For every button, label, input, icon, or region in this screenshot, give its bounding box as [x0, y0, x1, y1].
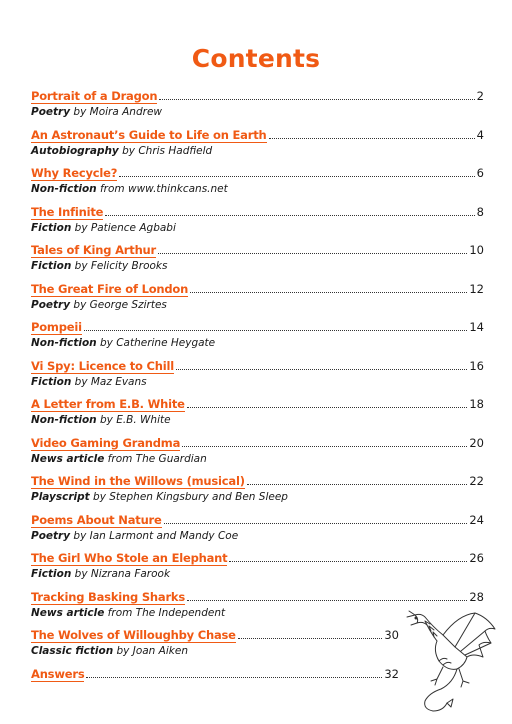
dot-leader	[269, 137, 475, 139]
author-text: from The Guardian	[104, 452, 207, 465]
entry-title-link[interactable]: An Astronaut’s Guide to Life on Earth	[31, 127, 267, 142]
genre-label: Poetry	[31, 106, 71, 118]
author-text: by Joan Aiken	[113, 645, 188, 657]
author-text: by Catherine Heygate	[96, 337, 216, 349]
dot-leader	[119, 175, 475, 177]
genre-label: Fiction	[31, 221, 72, 234]
entry-title-link[interactable]: Why Recycle?	[31, 166, 118, 180]
entry-title-link[interactable]: The Girl Who Stole an Elephant	[31, 551, 228, 565]
page-number: 28	[469, 589, 484, 604]
dot-leader	[164, 522, 468, 524]
page-number: 18	[469, 397, 484, 411]
dot-leader	[182, 445, 467, 447]
page-number: 26	[469, 551, 484, 565]
genre-label: Fiction	[31, 260, 72, 272]
page-number: 10	[469, 243, 484, 257]
author-text: by Moira Andrew	[70, 106, 162, 118]
genre-label: Playscript	[31, 491, 90, 503]
genre-label: Non-fiction	[31, 414, 97, 426]
page-title: Contents	[191, 44, 321, 73]
author-text: by E.B. White	[96, 414, 171, 426]
dot-leader	[190, 291, 467, 293]
author-text: by Chris Hadfield	[118, 144, 213, 157]
dot-leader	[86, 676, 382, 678]
author-text: by Patience Agbabi	[71, 221, 176, 234]
dot-leader	[247, 483, 468, 485]
author-text: by Maz Evans	[71, 375, 147, 388]
genre-label: Non-fiction	[31, 183, 97, 195]
entry-title-link[interactable]: The Great Fire of London	[31, 281, 189, 296]
dragon-illustration	[403, 607, 498, 717]
list-item	[31, 205, 484, 234]
list-item	[31, 436, 484, 465]
entry-title-link[interactable]: The Wolves of Willoughby Chase	[31, 628, 236, 642]
dot-leader	[158, 252, 467, 254]
page-number: 32	[384, 666, 399, 681]
page-number: 20	[469, 435, 484, 450]
page-number: 12	[469, 281, 484, 296]
page-number: 22	[469, 474, 484, 488]
list-item	[31, 628, 399, 657]
list-item	[31, 551, 484, 580]
entry-title-link[interactable]: Tales of King Arthur	[31, 243, 157, 257]
entry-title-link[interactable]: The Wind in the Willows (musical)	[31, 474, 245, 488]
list-item	[31, 359, 484, 388]
entry-title-link[interactable]: Portrait of a Dragon	[31, 89, 158, 103]
list-item	[31, 397, 484, 426]
dot-leader	[187, 406, 468, 408]
list-item	[31, 166, 484, 195]
author-text: from The Independent	[104, 606, 226, 619]
genre-label: Non-fiction	[31, 337, 97, 349]
author-text: by Nizrana Farook	[71, 568, 171, 580]
dot-leader	[176, 368, 467, 370]
list-item	[31, 513, 484, 542]
entry-title-link[interactable]: Tracking Basking Sharks	[31, 589, 186, 604]
entry-title-link[interactable]: Video Gaming Grandma	[31, 435, 181, 450]
genre-label: Autobiography	[31, 144, 119, 157]
genre-label: Fiction	[31, 375, 72, 388]
list-item	[31, 474, 484, 503]
list-item	[31, 282, 484, 311]
list-item	[31, 667, 399, 683]
entry-title-link[interactable]: Pompeii	[31, 320, 82, 334]
list-item	[31, 89, 484, 118]
author-text: by Ian Larmont and Mandy Coe	[70, 529, 239, 542]
list-item	[31, 243, 484, 272]
genre-label: News article	[31, 452, 105, 465]
genre-label: News article	[31, 606, 105, 619]
author-text: by Stephen Kingsbury and Ben Sleep	[89, 491, 288, 503]
entry-title-link[interactable]: Poems About Nature	[31, 512, 162, 527]
dot-leader	[84, 329, 468, 331]
page-number: 6	[476, 166, 484, 180]
list-item	[31, 128, 484, 157]
page-number: 8	[476, 204, 484, 219]
dot-leader	[105, 214, 474, 216]
dot-leader	[187, 599, 467, 601]
genre-label: Poetry	[31, 529, 71, 542]
author-text: by Felicity Brooks	[71, 260, 168, 272]
dot-leader	[159, 98, 474, 100]
page-number: 4	[476, 127, 484, 142]
genre-label: Fiction	[31, 568, 72, 580]
entry-title-link[interactable]: A Letter from E.B. White	[31, 397, 185, 411]
genre-label: Poetry	[31, 298, 71, 311]
page-number: 24	[469, 512, 484, 527]
page-number: 16	[469, 358, 484, 373]
author-text: from www.thinkcans.net	[96, 183, 228, 195]
page-number: 2	[476, 89, 484, 103]
page-number: 30	[384, 628, 399, 642]
genre-label: Classic fiction	[31, 645, 114, 657]
entry-title-link[interactable]: The Infinite	[31, 204, 104, 219]
page-number: 14	[469, 320, 484, 334]
author-text: by George Szirtes	[70, 298, 167, 311]
list-item	[31, 320, 484, 349]
dot-leader	[238, 637, 383, 639]
entry-title-link[interactable]: Answers	[31, 666, 85, 681]
entry-title-link[interactable]: Vi Spy: Licence to Chill	[31, 358, 175, 373]
dot-leader	[229, 560, 467, 562]
